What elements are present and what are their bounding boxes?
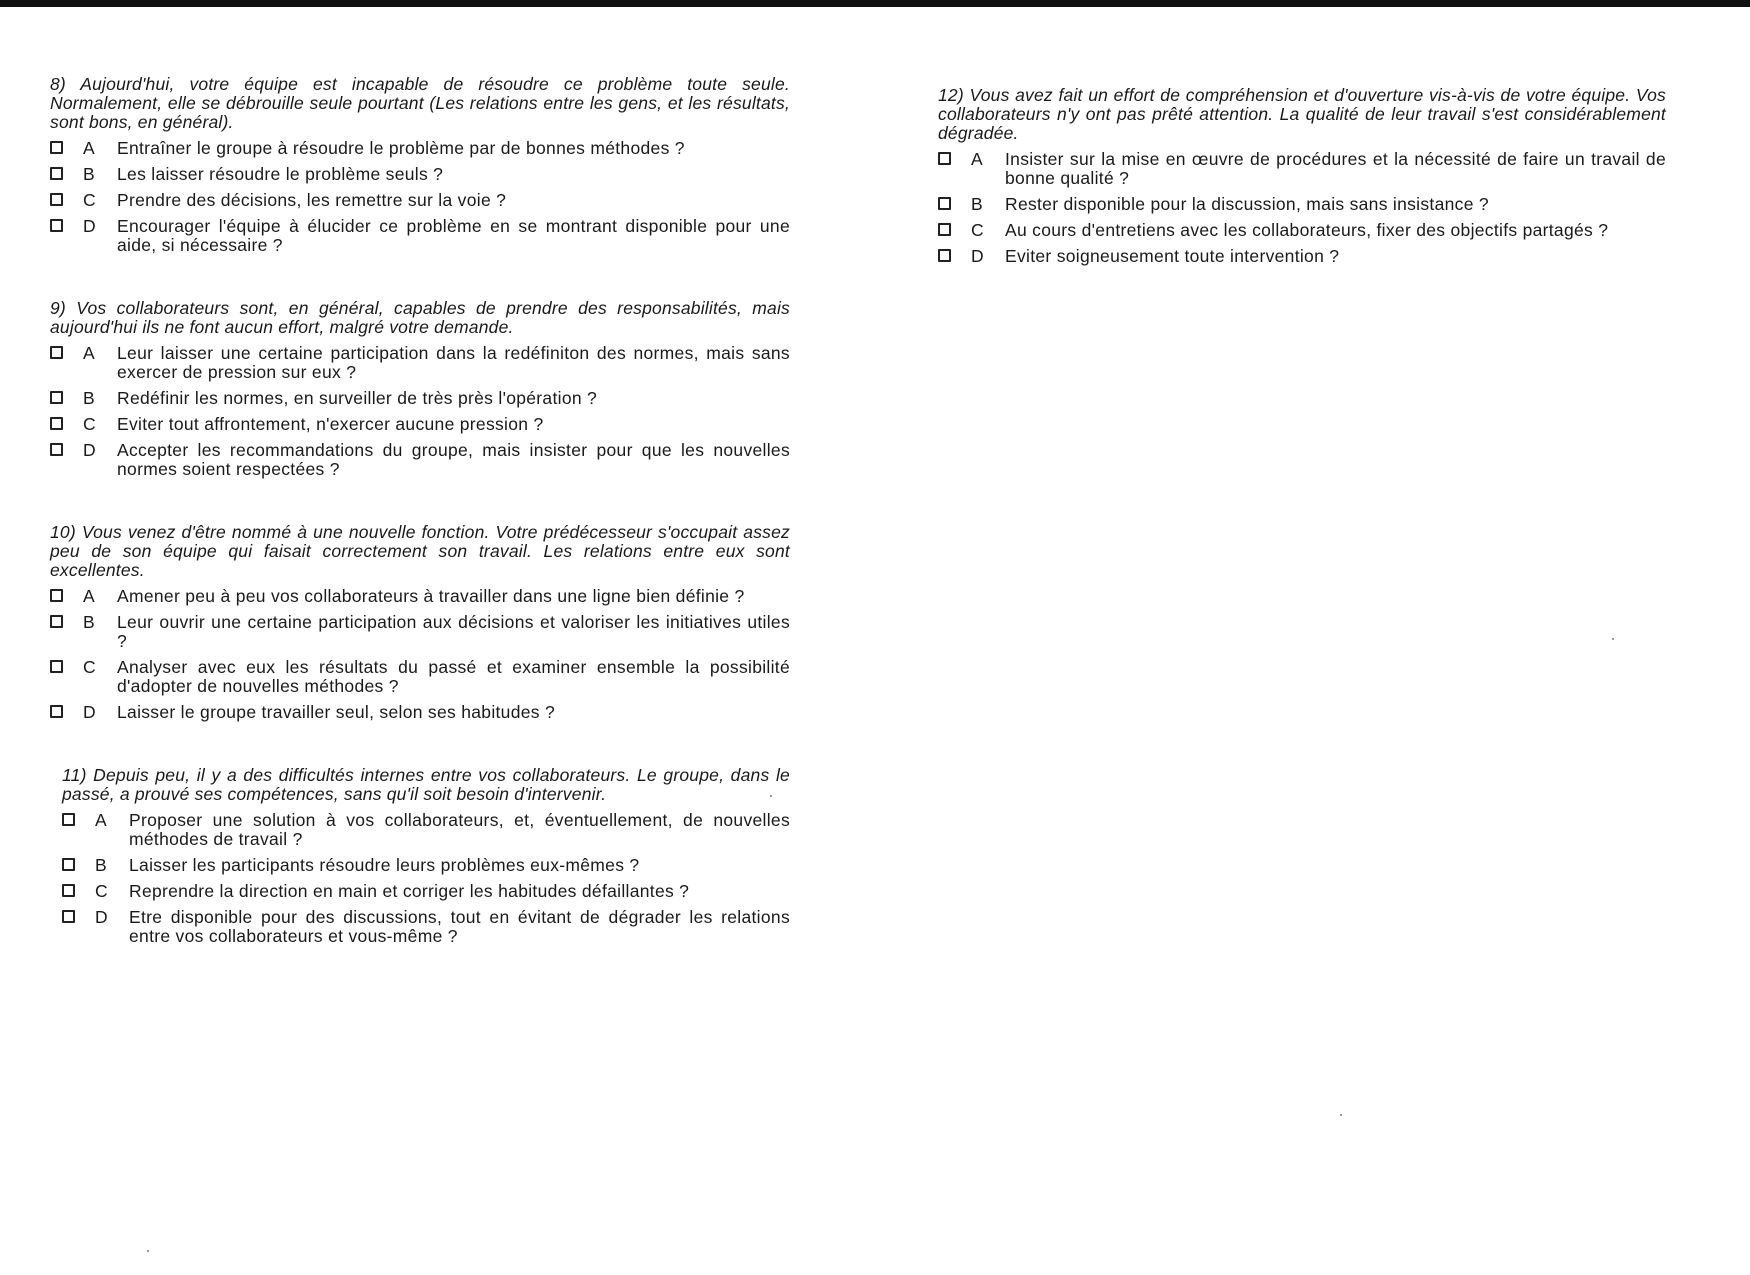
- question-11-prompt: 11) Depuis peu, il y a des difficultés internes entre vos collaborateurs. Le groupe, dans le passé, a prouvé ses compétences, sans qu'il soit besoin d'intervenir.: [62, 765, 790, 804]
- checkbox-12c[interactable]: [938, 223, 951, 236]
- checkbox-8a[interactable]: [50, 141, 63, 154]
- option-text: Encourager l'équipe à élucider ce problème en se montrant disponible pour une aide, si nécessaire ?: [117, 216, 790, 255]
- left-column: [50, 75, 790, 953]
- option-letter: A: [971, 149, 983, 169]
- option-text: Les laisser résoudre le problème seuls ?: [117, 164, 444, 184]
- option-letter: B: [971, 194, 983, 214]
- option-9c: [50, 415, 790, 434]
- option-text: Reprendre la direction en main et corriger les habitudes défaillantes ?: [129, 881, 690, 901]
- option-letter: D: [83, 216, 96, 236]
- checkbox-9a[interactable]: [50, 346, 63, 359]
- option-8a: [50, 139, 790, 158]
- option-11a: [62, 811, 790, 849]
- option-11b: [62, 856, 790, 875]
- option-text: Eviter tout affrontement, n'exercer aucune pression ?: [117, 414, 544, 434]
- option-8b: [50, 165, 790, 184]
- scan-speck: [770, 795, 772, 797]
- checkbox-9c[interactable]: [50, 417, 63, 430]
- checkbox-8b[interactable]: [50, 167, 63, 180]
- option-text: Etre disponible pour des discussions, tout en évitant de dégrader les relations entre vos collaborateurs et vous-même ?: [129, 907, 790, 946]
- option-text: Leur ouvrir une certaine participation aux décisions et valoriser les initiatives utiles ?: [117, 612, 790, 651]
- checkbox-11c[interactable]: [62, 884, 75, 897]
- option-letter: C: [95, 881, 108, 901]
- option-text: Prendre des décisions, les remettre sur la voie ?: [117, 190, 507, 210]
- checkbox-10d[interactable]: [50, 705, 63, 718]
- option-letter: A: [83, 586, 95, 606]
- checkbox-10c[interactable]: [50, 660, 63, 673]
- question-9-options: [50, 344, 790, 479]
- option-text: Amener peu à peu vos collaborateurs à travailler dans une ligne bien définie ?: [117, 586, 745, 606]
- checkbox-11b[interactable]: [62, 858, 75, 871]
- option-letter: B: [95, 855, 107, 875]
- scan-speck: [1612, 638, 1614, 640]
- scan-speck: [1340, 1114, 1342, 1116]
- option-text: Leur laisser une certaine participation dans la redéfiniton des normes, mais sans exercer de pression sur eux ?: [117, 343, 790, 382]
- checkbox-10a[interactable]: [50, 589, 63, 602]
- right-column: [938, 86, 1666, 273]
- option-text: Redéfinir les normes, en surveiller de très près l'opération ?: [117, 388, 598, 408]
- option-letter: C: [83, 190, 96, 210]
- option-text: Au cours d'entretiens avec les collaborateurs, fixer des objectifs partagés ?: [1005, 220, 1609, 240]
- question-8-options: [50, 139, 790, 255]
- option-letter: A: [83, 343, 95, 363]
- option-letter: A: [83, 138, 95, 158]
- option-9a: [50, 344, 790, 382]
- option-8d: [50, 217, 790, 255]
- option-letter: A: [95, 810, 107, 830]
- question-12-prompt: 12) Vous avez fait un effort de compréhension et d'ouverture vis-à-vis de votre équipe. Vos collaborateurs n'y ont pas prêté attention. La qualité de leur travail s'est considérablement dégradée.: [938, 85, 1666, 143]
- option-text: Laisser les participants résoudre leurs problèmes eux-mêmes ?: [129, 855, 640, 875]
- checkbox-9b[interactable]: [50, 391, 63, 404]
- question-12: [938, 86, 1666, 266]
- option-10b: [50, 613, 790, 651]
- question-8-prompt: 8) Aujourd'hui, votre équipe est incapable de résoudre ce problème toute seule. Normalement, elle se débrouille seule pourtant (Les relations entre les gens, et les résultats, sont bons, en général).: [50, 74, 790, 132]
- option-10c: [50, 658, 790, 696]
- option-text: Eviter soigneusement toute intervention ?: [1005, 246, 1340, 266]
- option-12b: [938, 195, 1666, 214]
- option-letter: B: [83, 164, 95, 184]
- option-letter: D: [83, 440, 96, 460]
- option-12a: [938, 150, 1666, 188]
- option-text: Analyser avec eux les résultats du passé et examiner ensemble la possibilité d'adopter de nouvelles méthodes ?: [117, 657, 790, 696]
- option-9b: [50, 389, 790, 408]
- checkbox-12d[interactable]: [938, 249, 951, 262]
- question-11: [62, 766, 790, 946]
- option-letter: B: [83, 388, 95, 408]
- option-letter: D: [971, 246, 984, 266]
- checkbox-8d[interactable]: [50, 219, 63, 232]
- option-9d: [50, 441, 790, 479]
- option-text: Laisser le groupe travailler seul, selon ses habitudes ?: [117, 702, 556, 722]
- checkbox-8c[interactable]: [50, 193, 63, 206]
- checkbox-12a[interactable]: [938, 152, 951, 165]
- option-letter: D: [83, 702, 96, 722]
- option-letter: C: [971, 220, 984, 240]
- option-text: Accepter les recommandations du groupe, mais insister pour que les nouvelles normes soient respectées ?: [117, 440, 790, 479]
- option-10d: [50, 703, 790, 722]
- option-letter: C: [83, 657, 96, 677]
- question-12-options: [938, 150, 1666, 266]
- question-8: [50, 75, 790, 255]
- question-10-prompt: 10) Vous venez d'être nommé à une nouvelle fonction. Votre prédécesseur s'occupait assez peu de son équipe qui faisait correctement son travail. Les relations entre eux sont excellentes.: [50, 522, 790, 580]
- checkbox-12b[interactable]: [938, 197, 951, 210]
- question-9: [50, 299, 790, 479]
- option-12c: [938, 221, 1666, 240]
- question-10-options: [50, 587, 790, 722]
- option-text: Insister sur la mise en œuvre de procédures et la nécessité de faire un travail de bonne qualité ?: [1005, 149, 1666, 188]
- scan-top-border: [0, 0, 1750, 7]
- option-10a: [50, 587, 790, 606]
- option-11d: [62, 908, 790, 946]
- option-letter: B: [83, 612, 95, 632]
- question-10: [50, 523, 790, 722]
- option-text: Proposer une solution à vos collaborateurs, et, éventuellement, de nouvelles méthodes de travail ?: [129, 810, 790, 849]
- option-text: Entraîner le groupe à résoudre le problème par de bonnes méthodes ?: [117, 138, 685, 158]
- option-11c: [62, 882, 790, 901]
- checkbox-11d[interactable]: [62, 910, 75, 923]
- checkbox-11a[interactable]: [62, 813, 75, 826]
- checkbox-10b[interactable]: [50, 615, 63, 628]
- option-letter: D: [95, 907, 108, 927]
- question-11-options: [62, 811, 790, 946]
- checkbox-9d[interactable]: [50, 443, 63, 456]
- question-9-prompt: 9) Vos collaborateurs sont, en général, capables de prendre des responsabilités, mais aujourd'hui ils ne font aucun effort, malgré votre demande.: [50, 298, 790, 337]
- option-letter: C: [83, 414, 96, 434]
- scan-speck: [147, 1250, 149, 1252]
- option-12d: [938, 247, 1666, 266]
- option-8c: [50, 191, 790, 210]
- option-text: Rester disponible pour la discussion, mais sans insistance ?: [1005, 194, 1489, 214]
